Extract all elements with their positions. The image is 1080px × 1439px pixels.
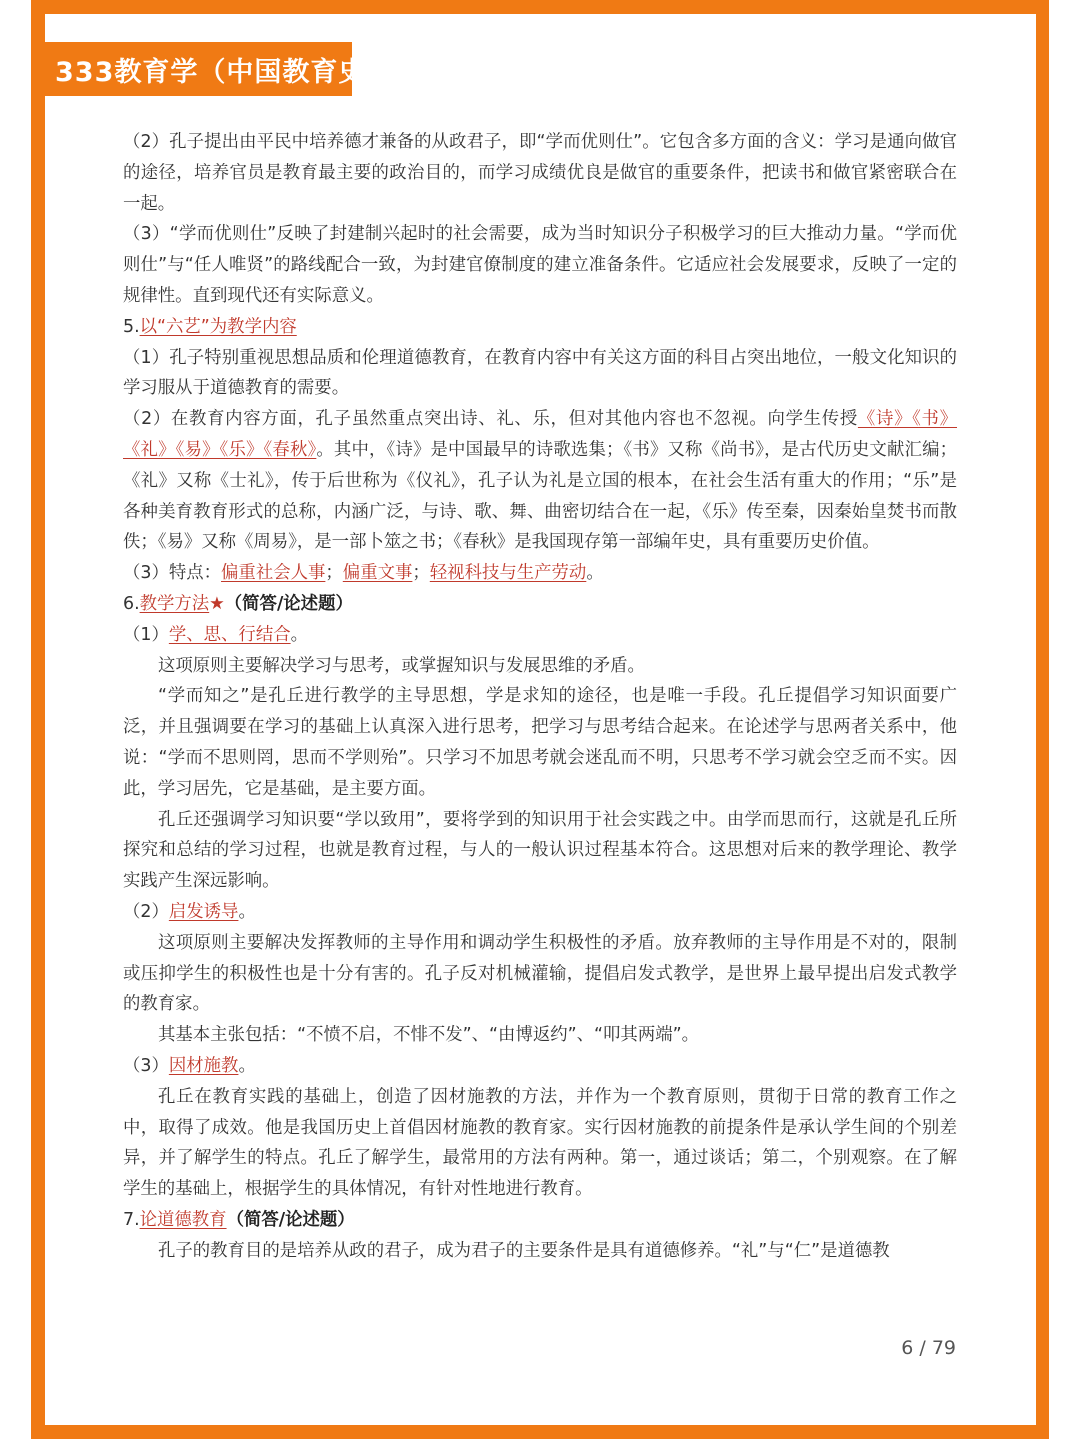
page-title: 333教育学（中国教育史） <box>55 56 395 88</box>
highlighted-text: 学、思、行结合 <box>168 624 291 645</box>
paragraph: 孔丘还强调学习知识要“学以致用”，要将学到的知识用于社会实践之中。由学而思而行，这就是孔丘所探究和总结的学习过程，也就是教育过程，与人的一般认识过程基本符合。这思想对后来的教学理论、教学实践产生深远影响。 <box>123 809 957 892</box>
paragraph: （2）孔子提出由平民中培养德才兼备的从政君子，即“学而优则仕”。它包含多方面的含义：学习是通向做官的途径，培养官员是教育最主要的政治目的，而学习成绩优良是做官的重要条件，把读书和做官紧密联合在一起。 <box>123 132 957 214</box>
text-run: 。 <box>290 624 309 645</box>
highlighted-text: 轻视科技与生产劳动 <box>429 563 587 584</box>
paragraph: 孔丘在教育实践的基础上，创造了因材施教的方法，并作为一个教育原则，贯彻于日常的教育工作之中，取得了成效。他是我国历史上首倡因材施教的教育家。实行因材施教的前提条件是承认学生间的个别差异，并了解学生的特点。孔丘了解学生，最常用的方法有两种。第一，通过谈话；第二，个别观察。在了解学生的基础上，根据学生的具体情况，有针对性地进行教育。 <box>123 1086 957 1200</box>
section-title: 教学方法 <box>139 593 210 614</box>
border-top <box>31 0 1049 14</box>
question-type-tag: （简答/论述题） <box>226 1209 355 1230</box>
border-bottom <box>31 1425 1049 1439</box>
border-right <box>1036 0 1049 1439</box>
subheading <box>123 897 957 928</box>
paragraph: 这项原则主要解决发挥教师的主导作用和调动学生积极性的矛盾。放弃教师的主导作用是不对的，限制或压抑学生的积极性也是十分有害的。孔子反对机械灌输，提倡启发式教学，是世界上最早提出启发式教学的教育家。 <box>123 932 957 1015</box>
text-run: （2） <box>123 901 169 922</box>
text-run: （3）特点： <box>123 563 222 584</box>
text-run: 。 <box>238 1055 256 1076</box>
section-heading-6 <box>123 589 957 620</box>
section-title: 以“六艺”为教学内容 <box>139 316 297 337</box>
highlighted-text: 偏重社会人事 <box>221 563 326 584</box>
text-run: 。 <box>238 901 256 922</box>
section-title: 论道德教育 <box>139 1209 227 1230</box>
text-run: ； <box>412 563 430 584</box>
paragraph <box>123 558 957 589</box>
section-number: 5. <box>123 316 140 337</box>
paragraph: （3）“学而优则仕”反映了封建制兴起时的社会需要，成为当时知识分子积极学习的巨大推动力量。“学而优则仕”与“任人唯贤”的路线配合一致，为封建官僚制度的建立准备条件。它适应社会发展要求，反映了一定的规律性。直到现代还有实际意义。 <box>123 224 957 306</box>
paragraph: “学而知之”是孔丘进行教学的主导思想，学是求知的途径，也是唯一手段。孔丘提倡学习知识面要广泛，并且强调要在学习的基础上认真深入进行思考，把学习与思考结合起来。在论述学与思两者关系中，他说：“学而不思则罔，思而不学则殆”。只学习不加思考就会迷乱而不明，只思考不学习就会空乏而不实。因此，学习居先，它是基础，是主要方面。 <box>123 686 957 799</box>
text-run: ； <box>325 563 343 584</box>
star-icon: ★ <box>209 593 225 614</box>
text-run: 。其中，《诗》是中国最早的诗歌选集；《书》又称《尚书》，是古代历史文献汇编；《礼》又称《士礼》，传于后世称为《仪礼》，孔子认为礼是立国的根本，在社会生活有重大的作用；“乐”是各种美育教育形式的总称，内涵广泛，与诗、歌、舞、曲密切结合在一起，《乐》传至秦，因秦始皇焚书而散佚；《易》又称《周易》，是一部卜筮之书；《春秋》是我国现存第一部编年史，具有重要历史价值。 <box>123 439 958 553</box>
text-run: 。 <box>586 563 604 584</box>
section-number: 7. <box>123 1209 140 1230</box>
text-run: （3） <box>123 1055 169 1076</box>
paragraph: 这项原则主要解决学习与思考，或掌握知识与发展思维的矛盾。 <box>158 655 645 676</box>
border-left <box>31 0 45 1439</box>
subheading <box>123 620 957 651</box>
section-heading-7 <box>123 1205 957 1236</box>
section-number: 6. <box>123 593 140 614</box>
subheading <box>123 1051 957 1082</box>
paragraph <box>123 404 957 558</box>
title-banner <box>31 42 395 96</box>
highlighted-text: 启发诱导 <box>168 901 239 922</box>
question-type-tag: （简答/论述题） <box>224 593 353 614</box>
paragraph: 孔子的教育目的是培养从政的君子，成为君子的主要条件是具有道德修养。“礼”与“仁”是道德教 <box>158 1240 890 1261</box>
paragraph: 其基本主张包括：“不愤不启，不悱不发”、“由博返约”、“叩其两端”。 <box>158 1025 699 1046</box>
highlighted-text: 偏重文事 <box>342 563 413 584</box>
document-body <box>123 127 957 1266</box>
section-heading-5 <box>123 312 957 343</box>
text-run: （2）在教育内容方面，孔子虽然重点突出诗、礼、乐，但对其他内容也不忽视。向学生传授 <box>123 409 858 430</box>
page-number: 6 / 79 <box>901 1337 956 1359</box>
highlighted-text: 《诗》《书》《礼》《易》《乐》《春秋》 <box>123 409 957 460</box>
paragraph: （1）孔子特别重视思想品质和伦理道德教育，在教育内容中有关这方面的科目占突出地位，一般文化知识的学习服从于道德教育的需要。 <box>123 347 957 399</box>
highlighted-text: 因材施教 <box>168 1055 239 1076</box>
text-run: （1） <box>123 624 169 645</box>
